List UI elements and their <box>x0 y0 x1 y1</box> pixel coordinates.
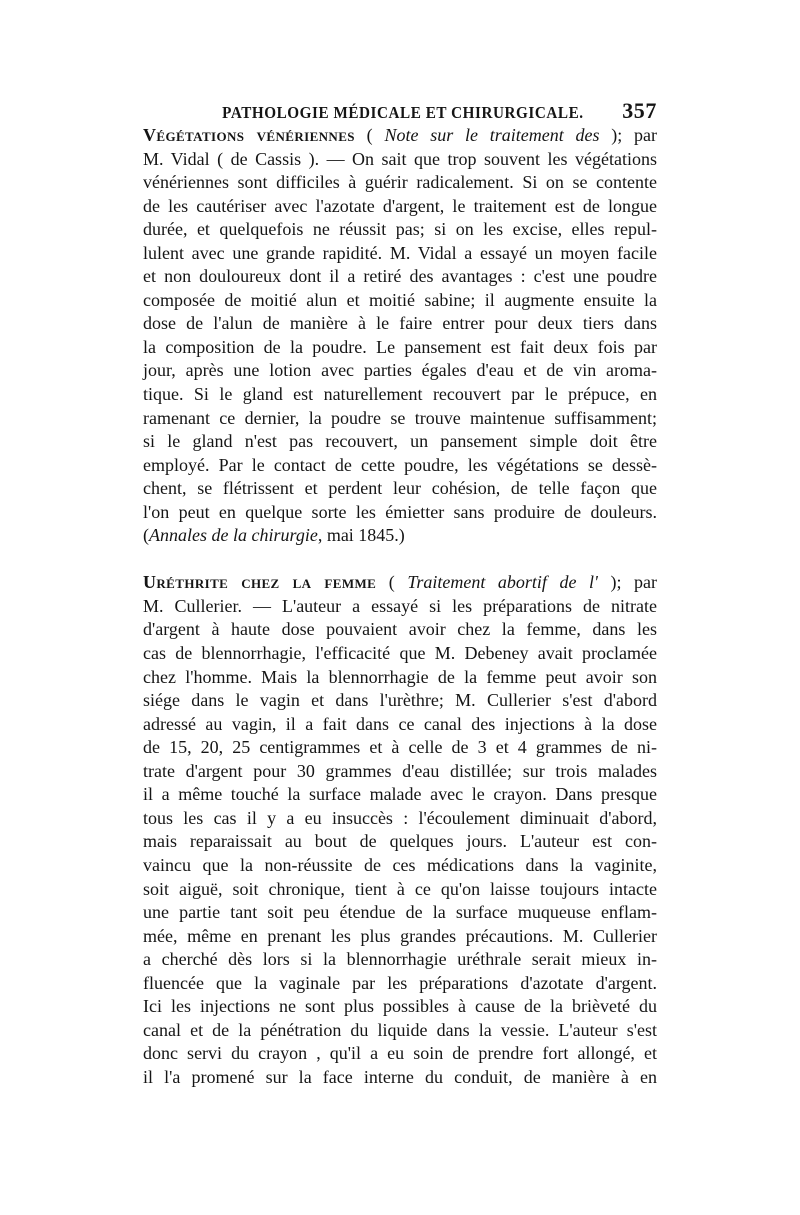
text-line: M. Vidal ( de Cassis ). — On sait que trop souvent les végétations <box>143 148 657 169</box>
text-line: la composition de la poudre. Le pansement est fait deux fois par <box>143 336 657 357</box>
section-gap <box>143 548 657 572</box>
text-line: tous les cas il y a eu insuccès : l'écoulement diminuait d'abord, <box>143 807 657 828</box>
text-line: canal et de la pénétration du liquide dans la vessie. L'auteur s'est <box>143 1019 657 1040</box>
subtitle-open: ( <box>354 125 385 145</box>
text-line: de 15, 20, 25 centigrammes et à celle de 3 et 4 grammes de ni- <box>143 737 657 758</box>
text-line: l'on peut en quelque sorte les émietter sans produire de douleurs. <box>143 501 657 522</box>
text-line: employé. Par le contact de cette poudre, les végétations se dessè- <box>143 454 657 475</box>
text-line: soit aiguë, soit chronique, tient à ce qu'on laisse toujours intacte <box>143 878 657 899</box>
text-line: jour, après une lotion avec parties égales d'eau et de vin aroma- <box>143 360 657 381</box>
text-line: ramenant ce dernier, la poudre se trouve maintenue suffisamment; <box>143 407 657 428</box>
article-text <box>143 595 657 1089</box>
text-line: il a même touché la surface malade avec le crayon. Dans presque <box>143 784 657 805</box>
text-line: chez l'homme. Mais la blennorrhagie de la femme peut avoir son <box>143 666 657 687</box>
page-number: 357 <box>622 98 657 123</box>
article-subtitle: Traitement abortif de l' <box>407 572 598 593</box>
text-line: vaincu que la non-réussite de ces médications dans la vaginite, <box>143 854 657 875</box>
article-heading: Végétations vénériennes <box>143 125 355 145</box>
source-journal: Annales de la chirurgie <box>149 525 318 546</box>
text-line: composée de moitié alun et moitié sabine; il augmente ensuite la <box>143 289 657 310</box>
text-line: vénériennes sont difficiles à guérir radicalement. Si on se contente <box>143 172 657 193</box>
text-line: une partie tant soit peu étendue de la surface muqueuse enflam- <box>143 902 657 923</box>
source-rest: , mai 1845.) <box>317 525 405 546</box>
article-text <box>143 148 657 525</box>
subtitle-close: ); par <box>599 125 658 145</box>
text-line: dose de l'alun de manière à le faire entrer pour deux tiers dans <box>143 313 657 334</box>
running-head-title: PATHOLOGIE MÉDICALE ET CHIRURGICALE. <box>222 103 584 122</box>
text-line: M. Cullerier. — L'auteur a essayé si les préparations de nitrate <box>143 595 657 616</box>
article-heading-line <box>143 571 657 595</box>
text-line: cas de blennorrhagie, l'efficacité que M. Debeney avait proclamée <box>143 643 657 664</box>
text-line: et non douloureux dont il a retiré des avantages : c'est une poudre <box>143 266 657 287</box>
subtitle-close: ); par <box>597 572 657 593</box>
text-line: durée, et quelquefois ne réussit pas; si on les excise, elles repul- <box>143 219 657 240</box>
text-line: chent, se flétrissent et perdent leur cohésion, de telle façon que <box>143 478 657 499</box>
text-line: mais reparaissait au bout de quelques jours. L'auteur est con- <box>143 831 657 852</box>
text-line: si le gland n'est pas recouvert, un pansement simple doit être <box>143 431 657 452</box>
running-head <box>143 98 657 123</box>
text-line: donc servi du crayon , qu'il a eu soin de prendre fort allongé, et <box>143 1043 657 1064</box>
text-line: adressé au vagin, il a fait dans ce canal des injections à la dose <box>143 713 657 734</box>
article-subtitle: Note sur le traitement des <box>384 125 600 145</box>
text-line: fluencée que la vaginale par les préparations d'azotate d'argent. <box>143 972 657 993</box>
subtitle-open: ( <box>376 572 408 593</box>
page-body <box>143 124 657 1089</box>
text-line: d'argent à haute dose pouvaient avoir chez la femme, dans les <box>143 619 657 640</box>
text-line: de les cautériser avec l'azotate d'argent, le traitement est de longue <box>143 195 657 216</box>
text-line: mée, même en prenant les plus grandes précautions. M. Cullerier <box>143 925 657 946</box>
text-line: trate d'argent pour 30 grammes d'eau distillée; sur trois malades <box>143 760 657 781</box>
text-line: siége dans le vagin et dans l'urèthre; M. Cullerier s'est d'abord <box>143 690 657 711</box>
article-heading-line <box>143 124 657 148</box>
article-heading: Uréthrite chez la femme <box>143 572 377 593</box>
text-line: Ici les injections ne sont plus possibles à cause de la brièveté du <box>143 996 657 1017</box>
text-line: a cherché dès lors si la blennorrhagie uréthrale serait mieux in- <box>143 949 657 970</box>
text-line: tique. Si le gland est naturellement recouvert par le prépuce, en <box>143 384 657 405</box>
source-open: ( <box>143 525 149 546</box>
text-line: il l'a promené sur la face interne du conduit, de manière à en <box>143 1066 657 1087</box>
source-citation <box>143 524 657 548</box>
text-line: lulent avec une grande rapidité. M. Vidal a essayé un moyen facile <box>143 242 657 263</box>
